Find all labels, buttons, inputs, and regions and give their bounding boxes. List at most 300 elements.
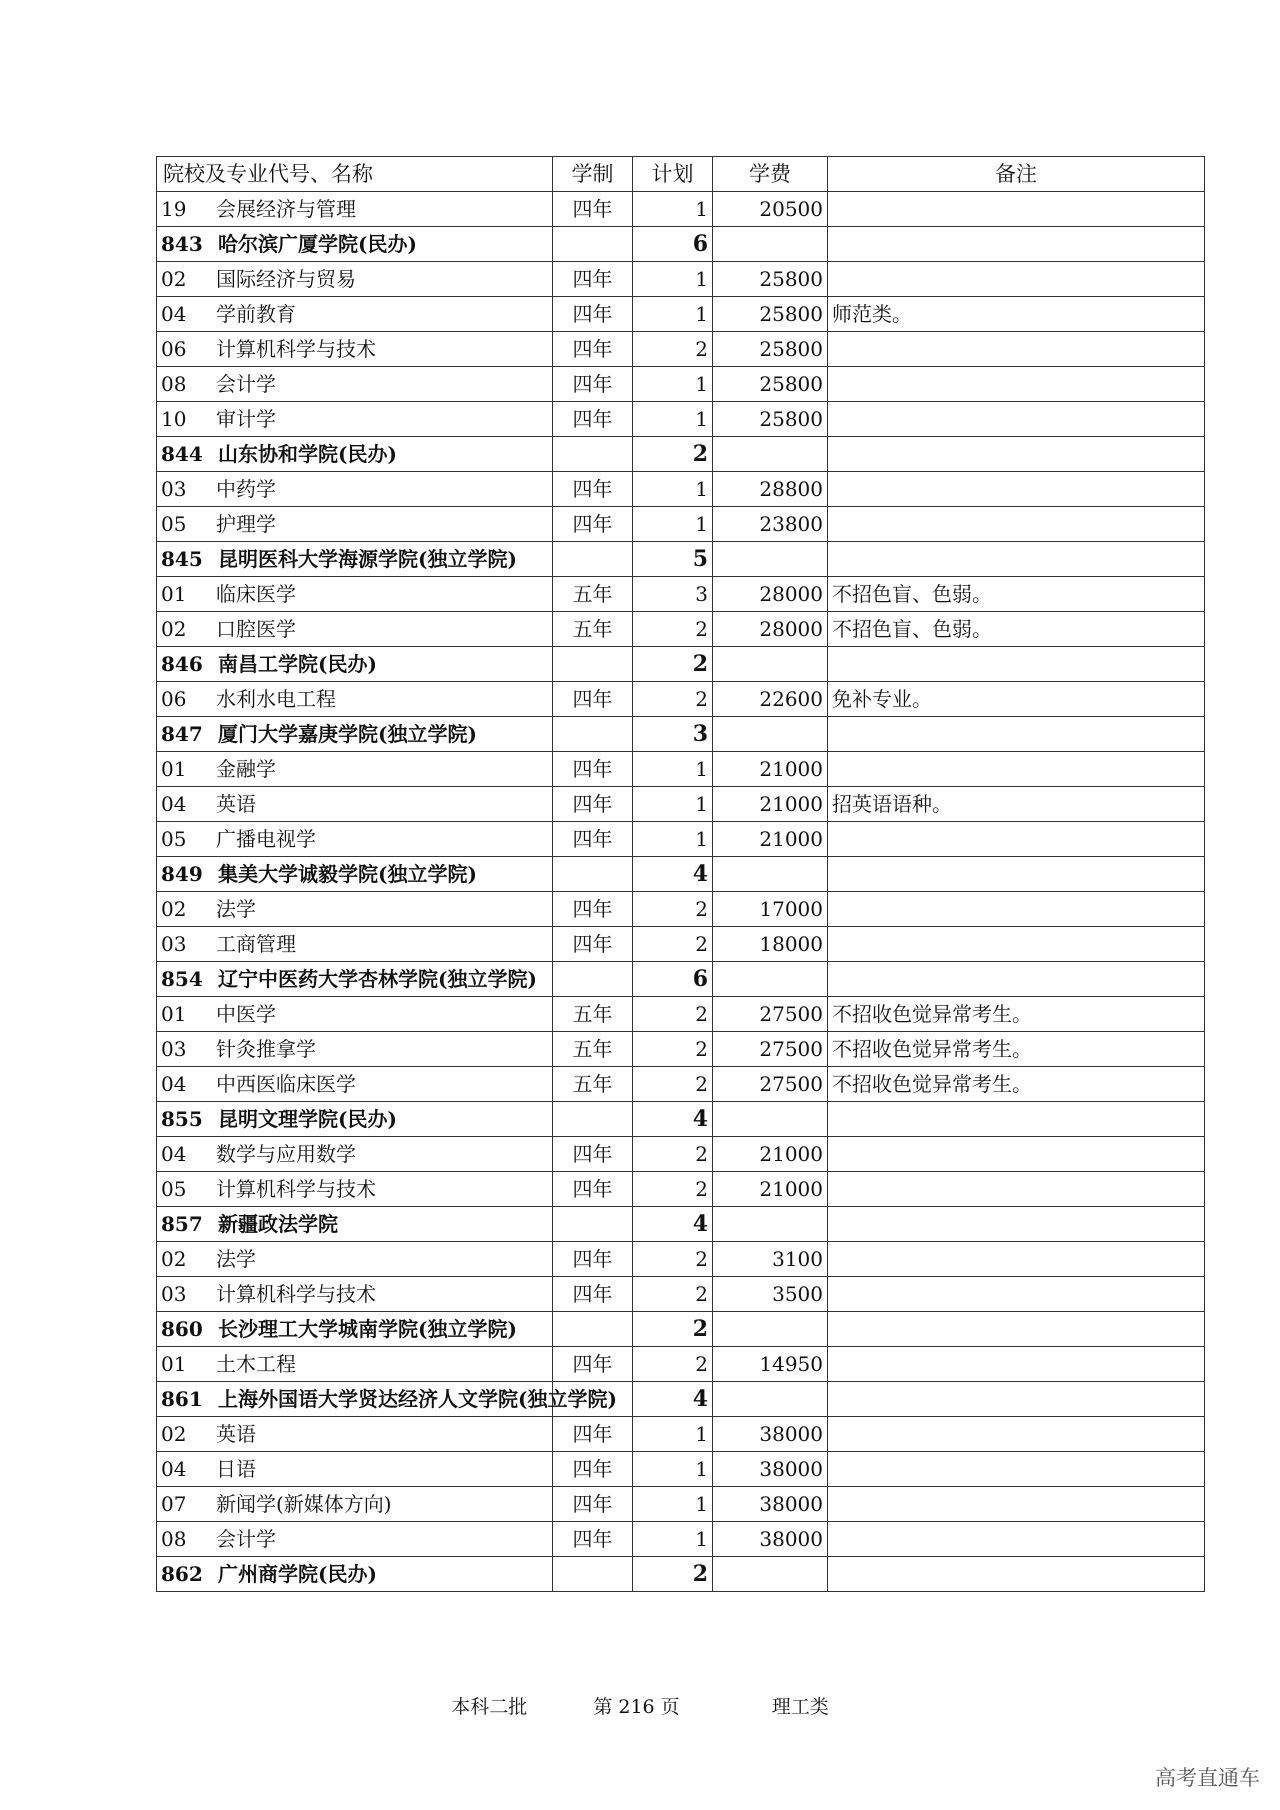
- major-name-cell: [157, 822, 553, 857]
- major-name-cell: [157, 332, 553, 367]
- note-cell: [828, 507, 1205, 542]
- note-cell: [828, 402, 1205, 437]
- note-cell: 免补专业。: [828, 682, 1205, 717]
- note-cell: [828, 1242, 1205, 1277]
- plan-cell: 2: [633, 892, 713, 927]
- major-name-cell: [157, 1032, 553, 1067]
- school-row: [157, 962, 1205, 997]
- years-cell: 四年: [553, 1487, 633, 1522]
- major-name-cell: [157, 892, 553, 927]
- note-cell: [828, 1277, 1205, 1312]
- school-row: [157, 1382, 1205, 1417]
- years-cell: 四年: [553, 402, 633, 437]
- header-plan: 计划: [633, 157, 713, 192]
- major-name-cell: [157, 1277, 553, 1312]
- note-cell: [828, 1137, 1205, 1172]
- school-row: [157, 1207, 1205, 1242]
- school-name: 长沙理工大学城南学院(独立学院): [218, 1317, 517, 1341]
- years-cell: 四年: [553, 752, 633, 787]
- years-cell: [553, 1207, 633, 1242]
- major-code: 06: [161, 337, 187, 361]
- major-row: [157, 1067, 1205, 1102]
- major-code: 02: [161, 1247, 187, 1271]
- major-row: [157, 822, 1205, 857]
- school-row: [157, 1312, 1205, 1347]
- major-row: [157, 1417, 1205, 1452]
- major-row: [157, 507, 1205, 542]
- major-name: 日语: [216, 1457, 256, 1481]
- major-code: 06: [161, 687, 187, 711]
- plan-cell: 1: [633, 297, 713, 332]
- years-cell: [553, 1557, 633, 1592]
- header-years: 学制: [553, 157, 633, 192]
- note-cell: [828, 1172, 1205, 1207]
- fee-cell: 21000: [713, 1172, 828, 1207]
- school-name: 昆明医科大学海源学院(独立学院): [218, 547, 517, 571]
- fee-cell: 21000: [713, 787, 828, 822]
- plan-cell: 1: [633, 472, 713, 507]
- fee-cell: [713, 962, 828, 997]
- major-name: 会计学: [216, 372, 276, 396]
- major-name-cell: [157, 997, 553, 1032]
- note-cell: [828, 192, 1205, 227]
- major-row: [157, 262, 1205, 297]
- major-row: [157, 927, 1205, 962]
- major-name-cell: [157, 262, 553, 297]
- note-cell: [828, 1487, 1205, 1522]
- plan-cell: 1: [633, 507, 713, 542]
- school-row: [157, 647, 1205, 682]
- fee-cell: 38000: [713, 1452, 828, 1487]
- fee-cell: 38000: [713, 1487, 828, 1522]
- school-name-cell: [157, 857, 553, 892]
- major-code: 04: [161, 792, 187, 816]
- years-cell: [553, 647, 633, 682]
- fee-cell: 28000: [713, 577, 828, 612]
- school-name: 新疆政法学院: [218, 1212, 338, 1236]
- school-code: 854: [161, 967, 203, 991]
- major-name: 口腔医学: [216, 617, 296, 641]
- note-cell: [828, 1102, 1205, 1137]
- years-cell: [553, 857, 633, 892]
- major-name: 学前教育: [216, 302, 296, 326]
- years-cell: 四年: [553, 192, 633, 227]
- school-code: 861: [161, 1387, 203, 1411]
- plan-cell: 2: [633, 927, 713, 962]
- school-name: 上海外国语大学贤达经济人文学院(独立学院): [218, 1387, 617, 1411]
- major-name: 新闻学(新媒体方向): [216, 1492, 392, 1516]
- years-cell: 四年: [553, 682, 633, 717]
- school-name: 厦门大学嘉庚学院(独立学院): [218, 722, 477, 746]
- years-cell: 四年: [553, 1452, 633, 1487]
- fee-cell: 17000: [713, 892, 828, 927]
- note-cell: [828, 962, 1205, 997]
- major-row: [157, 332, 1205, 367]
- note-cell: [828, 1522, 1205, 1557]
- note-cell: [828, 332, 1205, 367]
- school-code: 847: [161, 722, 203, 746]
- plan-cell: 1: [633, 1452, 713, 1487]
- major-code: 01: [161, 582, 187, 606]
- years-cell: [553, 717, 633, 752]
- major-code: 04: [161, 1142, 187, 1166]
- major-row: [157, 1522, 1205, 1557]
- fee-cell: [713, 437, 828, 472]
- major-name: 针灸推拿学: [216, 1037, 316, 1061]
- years-cell: 四年: [553, 1347, 633, 1382]
- major-name: 临床医学: [216, 582, 296, 606]
- major-name-cell: [157, 1172, 553, 1207]
- admission-plan-table: [156, 156, 1205, 1592]
- major-name: 土木工程: [216, 1352, 296, 1376]
- major-name: 会展经济与管理: [216, 197, 356, 221]
- years-cell: [553, 1102, 633, 1137]
- major-code: 01: [161, 1352, 187, 1376]
- plan-cell: 2: [633, 1032, 713, 1067]
- fee-cell: 18000: [713, 927, 828, 962]
- years-cell: 四年: [553, 787, 633, 822]
- major-name: 工商管理: [216, 932, 296, 956]
- header-note: 备注: [828, 157, 1205, 192]
- plan-cell: 2: [633, 1277, 713, 1312]
- plan-cell: 1: [633, 1522, 713, 1557]
- plan-cell: 1: [633, 367, 713, 402]
- school-code: 862: [161, 1562, 203, 1586]
- plan-cell: 2: [633, 1172, 713, 1207]
- major-row: [157, 997, 1205, 1032]
- note-cell: [828, 542, 1205, 577]
- years-cell: 四年: [553, 507, 633, 542]
- note-cell: [828, 752, 1205, 787]
- major-row: [157, 1487, 1205, 1522]
- fee-cell: 14950: [713, 1347, 828, 1382]
- plan-cell: 1: [633, 402, 713, 437]
- major-row: [157, 402, 1205, 437]
- school-code: 845: [161, 547, 203, 571]
- school-name-cell: [157, 1102, 553, 1137]
- fee-cell: 25800: [713, 297, 828, 332]
- major-name: 中西医临床医学: [216, 1072, 356, 1096]
- fee-cell: [713, 227, 828, 262]
- fee-cell: [713, 1557, 828, 1592]
- school-code: 846: [161, 652, 203, 676]
- school-code: 860: [161, 1317, 203, 1341]
- years-cell: 五年: [553, 612, 633, 647]
- school-name-cell: [157, 437, 553, 472]
- major-code: 04: [161, 1072, 187, 1096]
- major-name-cell: [157, 752, 553, 787]
- note-cell: [828, 822, 1205, 857]
- major-name: 水利水电工程: [216, 687, 336, 711]
- plan-cell: 2: [633, 1347, 713, 1382]
- fee-cell: 28000: [713, 612, 828, 647]
- school-code: 843: [161, 232, 203, 256]
- major-name-cell: [157, 612, 553, 647]
- school-name-cell: [157, 1557, 553, 1592]
- school-row: [157, 857, 1205, 892]
- note-cell: [828, 892, 1205, 927]
- note-cell: [828, 1382, 1205, 1417]
- major-name-cell: [157, 1452, 553, 1487]
- school-name-cell: [157, 1207, 553, 1242]
- major-name-cell: [157, 402, 553, 437]
- fee-cell: 25800: [713, 332, 828, 367]
- major-name: 审计学: [216, 407, 276, 431]
- major-code: 01: [161, 1002, 187, 1026]
- plan-cell: 3: [633, 717, 713, 752]
- major-code: 02: [161, 267, 187, 291]
- fee-cell: 3100: [713, 1242, 828, 1277]
- major-code: 01: [161, 757, 187, 781]
- note-cell: 不招收色觉异常考生。: [828, 1067, 1205, 1102]
- school-row: [157, 717, 1205, 752]
- fee-cell: 38000: [713, 1417, 828, 1452]
- years-cell: 五年: [553, 1067, 633, 1102]
- major-name: 广播电视学: [216, 827, 316, 851]
- plan-cell: 4: [633, 1382, 713, 1417]
- major-code: 04: [161, 1457, 187, 1481]
- years-cell: 四年: [553, 927, 633, 962]
- major-name-cell: [157, 787, 553, 822]
- plan-cell: 5: [633, 542, 713, 577]
- school-code: 857: [161, 1212, 203, 1236]
- plan-cell: 2: [633, 332, 713, 367]
- major-code: 08: [161, 372, 187, 396]
- years-cell: 四年: [553, 1137, 633, 1172]
- plan-cell: 4: [633, 857, 713, 892]
- plan-cell: 2: [633, 682, 713, 717]
- note-cell: [828, 1557, 1205, 1592]
- fee-cell: 25800: [713, 262, 828, 297]
- fee-cell: 21000: [713, 1137, 828, 1172]
- plan-cell: 1: [633, 1417, 713, 1452]
- note-cell: [828, 472, 1205, 507]
- plan-cell: 2: [633, 1137, 713, 1172]
- page-footer: [0, 1692, 1280, 1719]
- major-name: 法学: [216, 1247, 256, 1271]
- years-cell: 四年: [553, 262, 633, 297]
- major-row: [157, 1242, 1205, 1277]
- plan-cell: 6: [633, 227, 713, 262]
- plan-cell: 6: [633, 962, 713, 997]
- years-cell: 四年: [553, 472, 633, 507]
- years-cell: 四年: [553, 297, 633, 332]
- school-name-cell: [157, 227, 553, 262]
- watermark: 高考直通车: [1155, 1766, 1260, 1790]
- major-name: 护理学: [216, 512, 276, 536]
- major-name: 中药学: [216, 477, 276, 501]
- school-name: 辽宁中医药大学杏林学院(独立学院): [218, 967, 537, 991]
- years-cell: 四年: [553, 892, 633, 927]
- major-name-cell: [157, 472, 553, 507]
- major-code: 03: [161, 1037, 187, 1061]
- major-name: 中医学: [216, 1002, 276, 1026]
- years-cell: 四年: [553, 1522, 633, 1557]
- major-name: 计算机科学与技术: [216, 1282, 376, 1306]
- school-name-cell: [157, 962, 553, 997]
- fee-cell: 20500: [713, 192, 828, 227]
- school-row: [157, 227, 1205, 262]
- years-cell: 四年: [553, 1172, 633, 1207]
- plan-cell: 2: [633, 437, 713, 472]
- major-code: 02: [161, 897, 187, 921]
- major-code: 10: [161, 407, 187, 431]
- note-cell: [828, 367, 1205, 402]
- note-cell: 招英语语种。: [828, 787, 1205, 822]
- fee-cell: 22600: [713, 682, 828, 717]
- fee-cell: [713, 1207, 828, 1242]
- major-name: 会计学: [216, 1527, 276, 1551]
- footer-category: 理工类: [771, 1696, 829, 1718]
- major-row: [157, 787, 1205, 822]
- major-name-cell: [157, 297, 553, 332]
- fee-cell: 25800: [713, 402, 828, 437]
- major-name-cell: [157, 577, 553, 612]
- major-row: [157, 682, 1205, 717]
- plan-cell: 1: [633, 822, 713, 857]
- plan-cell: 2: [633, 1557, 713, 1592]
- header-fee: 学费: [713, 157, 828, 192]
- major-name-cell: [157, 367, 553, 402]
- fee-cell: 21000: [713, 752, 828, 787]
- years-cell: 五年: [553, 1032, 633, 1067]
- major-row: [157, 297, 1205, 332]
- school-name: 哈尔滨广厦学院(民办): [218, 232, 417, 256]
- note-cell: [828, 857, 1205, 892]
- major-code: 03: [161, 1282, 187, 1306]
- school-name: 昆明文理学院(民办): [218, 1107, 397, 1131]
- plan-cell: 4: [633, 1102, 713, 1137]
- plan-cell: 2: [633, 647, 713, 682]
- note-cell: 不招收色觉异常考生。: [828, 1032, 1205, 1067]
- major-name: 英语: [216, 792, 256, 816]
- plan-cell: 4: [633, 1207, 713, 1242]
- note-cell: 不招色盲、色弱。: [828, 577, 1205, 612]
- plan-cell: 2: [633, 997, 713, 1032]
- school-name-cell: [157, 717, 553, 752]
- school-name-cell: [157, 1312, 553, 1347]
- plan-cell: 1: [633, 1487, 713, 1522]
- table-header-row: [157, 157, 1205, 192]
- fee-cell: [713, 542, 828, 577]
- fee-cell: [713, 1312, 828, 1347]
- major-code: 03: [161, 477, 187, 501]
- years-cell: 四年: [553, 822, 633, 857]
- major-name-cell: [157, 1347, 553, 1382]
- plan-cell: 2: [633, 1067, 713, 1102]
- note-cell: [828, 437, 1205, 472]
- note-cell: 不招色盲、色弱。: [828, 612, 1205, 647]
- major-row: [157, 1032, 1205, 1067]
- major-name-cell: [157, 1242, 553, 1277]
- years-cell: 五年: [553, 997, 633, 1032]
- plan-cell: 1: [633, 787, 713, 822]
- major-name-cell: [157, 1137, 553, 1172]
- school-name: 山东协和学院(民办): [218, 442, 397, 466]
- years-cell: 四年: [553, 1417, 633, 1452]
- note-cell: [828, 717, 1205, 752]
- fee-cell: 27500: [713, 997, 828, 1032]
- years-cell: [553, 437, 633, 472]
- major-name: 国际经济与贸易: [216, 267, 356, 291]
- note-cell: [828, 1417, 1205, 1452]
- note-cell: [828, 1347, 1205, 1382]
- major-name: 法学: [216, 897, 256, 921]
- school-code: 849: [161, 862, 203, 886]
- major-row: [157, 752, 1205, 787]
- fee-cell: 25800: [713, 367, 828, 402]
- school-code: 855: [161, 1107, 203, 1131]
- school-name: 集美大学诚毅学院(独立学院): [218, 862, 477, 886]
- footer-batch: 本科二批: [451, 1696, 528, 1718]
- header-school-major: 院校及专业代号、名称: [157, 157, 553, 192]
- major-code: 04: [161, 302, 187, 326]
- major-name: 计算机科学与技术: [216, 337, 376, 361]
- fee-cell: 21000: [713, 822, 828, 857]
- school-name-cell: [157, 647, 553, 682]
- plan-cell: 3: [633, 577, 713, 612]
- school-name: 南昌工学院(民办): [218, 652, 377, 676]
- table-body: [157, 192, 1205, 1592]
- plan-cell: 1: [633, 192, 713, 227]
- note-cell: [828, 927, 1205, 962]
- major-name-cell: [157, 192, 553, 227]
- fee-cell: [713, 647, 828, 682]
- footer-page-number: 第 216 页: [593, 1696, 680, 1718]
- plan-cell: 2: [633, 612, 713, 647]
- major-row: [157, 472, 1205, 507]
- major-name-cell: [157, 682, 553, 717]
- years-cell: 四年: [553, 1277, 633, 1312]
- major-name-cell: [157, 927, 553, 962]
- fee-cell: [713, 717, 828, 752]
- years-cell: 四年: [553, 367, 633, 402]
- major-row: [157, 1347, 1205, 1382]
- school-name: 广州商学院(民办): [218, 1562, 377, 1586]
- major-name-cell: [157, 1522, 553, 1557]
- major-code: 05: [161, 827, 187, 851]
- years-cell: [553, 1312, 633, 1347]
- fee-cell: 38000: [713, 1522, 828, 1557]
- plan-cell: 2: [633, 1242, 713, 1277]
- major-row: [157, 1277, 1205, 1312]
- major-name: 英语: [216, 1422, 256, 1446]
- major-row: [157, 1452, 1205, 1487]
- major-row: [157, 892, 1205, 927]
- major-row: [157, 192, 1205, 227]
- fee-cell: [713, 857, 828, 892]
- major-name: 金融学: [216, 757, 276, 781]
- years-cell: 五年: [553, 577, 633, 612]
- major-code: 07: [161, 1492, 187, 1516]
- school-code: 844: [161, 442, 203, 466]
- major-code: 05: [161, 512, 187, 536]
- note-cell: [828, 1207, 1205, 1242]
- fee-cell: 27500: [713, 1032, 828, 1067]
- years-cell: 四年: [553, 332, 633, 367]
- fee-cell: [713, 1382, 828, 1417]
- plan-cell: 1: [633, 262, 713, 297]
- note-cell: [828, 262, 1205, 297]
- school-row: [157, 1102, 1205, 1137]
- major-name-cell: [157, 1067, 553, 1102]
- major-row: [157, 1172, 1205, 1207]
- major-name: 数学与应用数学: [216, 1142, 356, 1166]
- major-row: [157, 612, 1205, 647]
- plan-cell: 1: [633, 752, 713, 787]
- fee-cell: [713, 1102, 828, 1137]
- note-cell: 不招收色觉异常考生。: [828, 997, 1205, 1032]
